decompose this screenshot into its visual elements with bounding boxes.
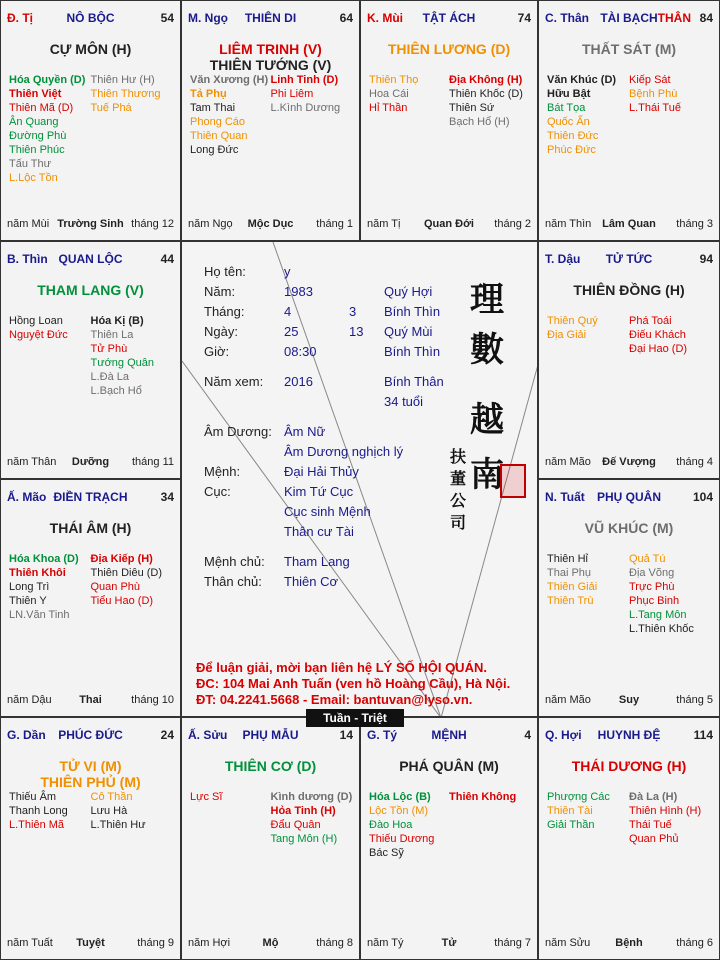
main-stars [361, 758, 537, 774]
palace-header [545, 728, 713, 744]
minor-star: Địa Giải [547, 329, 587, 341]
contact-line-intro: Để luận giải, mời bạn liên hệ LÝ SỐ HỘI QUÁN. [196, 660, 487, 675]
minor-star: Thiên Phúc [9, 144, 65, 156]
minor-star: Phúc Đức [547, 144, 596, 156]
minor-stars-right [271, 73, 348, 115]
minor-star: L.Kình Dương [270, 102, 341, 114]
year-label: Năm: [204, 284, 236, 299]
minor-star: Thiên Khốc (D) [449, 88, 523, 100]
minor-star: Văn Khúc (D) [547, 74, 617, 86]
palace-year: năm Thìn [545, 218, 592, 230]
minor-star: Thiên Y [9, 595, 47, 607]
minor-star: Thiên Tài [547, 805, 593, 817]
minor-star: Thanh Long [9, 805, 68, 817]
palace-name: TỬ TỨC [605, 252, 653, 266]
minor-star: Phi Liêm [270, 88, 314, 100]
palace-month: tháng 9 [137, 937, 174, 949]
palace-month: tháng 6 [676, 937, 713, 949]
palace-than[interactable] [538, 0, 720, 241]
than-marker: THÂN [657, 11, 691, 25]
minor-star: Lực Sĩ [190, 791, 223, 803]
palace-header [7, 252, 174, 268]
minor-star: Tấu Thư [9, 158, 52, 170]
month-can: Bính Thìn [384, 304, 441, 319]
palace-mao[interactable] [0, 479, 181, 717]
minor-star: L.Tang Môn [629, 609, 687, 621]
life-stage: Đế Vượng [602, 456, 656, 468]
minor-star: Thiên Sứ [449, 102, 495, 114]
minor-star: Tử Phù [90, 343, 128, 355]
palace-name: ĐIỀN TRẠCH [53, 490, 128, 504]
minor-star: Phục Binh [629, 595, 680, 607]
minor-star: Linh Tinh (D) [270, 74, 339, 86]
palace-footer [545, 937, 713, 951]
minor-star: Thiên Đức [547, 130, 599, 142]
minor-star: L.Thiên Khốc [629, 623, 694, 635]
palace-month: tháng 5 [676, 694, 713, 706]
minor-stars-right [91, 314, 169, 398]
palace-age-number: 84 [699, 11, 713, 25]
palace-dan[interactable] [0, 717, 181, 960]
palace-branch: G. Tý [367, 728, 398, 742]
palace-header [367, 11, 531, 27]
minor-star: Hỉ Thần [369, 102, 408, 114]
minor-star: Thiên Việt [9, 88, 62, 100]
palace-year: năm Dậu [7, 694, 52, 706]
minor-star: Lưu Hà [90, 805, 128, 817]
minor-star: Thai Phụ [547, 567, 592, 579]
palace-footer [545, 218, 713, 232]
main-stars [1, 520, 180, 536]
palace-name: MỆNH [431, 728, 467, 742]
minor-star: Tiểu Hao (D) [90, 595, 154, 607]
minor-star: Phượng Các [547, 791, 610, 803]
palace-name: TẬT ÁCH [422, 11, 476, 25]
palace-hoi[interactable] [538, 717, 720, 960]
minor-star: Tang Môn (H) [270, 833, 338, 845]
life-stage: Mộ [262, 937, 279, 949]
life-stage: Bệnh [615, 937, 643, 949]
main-stars [539, 282, 719, 298]
palace-suu[interactable] [181, 717, 360, 960]
palace-header [7, 728, 174, 744]
hour-value: 08:30 [284, 344, 317, 359]
minor-star: Địa Kiếp (H) [90, 553, 153, 565]
palace-footer [545, 694, 713, 708]
palace-header [188, 728, 353, 744]
minor-star: Đẩu Quân [270, 819, 321, 831]
main-star: THÁI DƯƠNG (H) [571, 758, 687, 774]
red-seal-stamp [500, 464, 526, 498]
contact-line-phone-email[interactable]: ĐT: 04.2241.5668 - Email: bantuvan@lyso.vn. [196, 692, 473, 707]
main-star: CỰ MÔN (H) [49, 41, 132, 57]
minor-star: Nguyệt Đức [9, 329, 68, 341]
calligraphy-small-4: 司 [450, 513, 467, 532]
minor-star: Thiên Hình (H) [629, 805, 702, 817]
palace-age-number: 14 [339, 728, 353, 742]
minor-star: Thiên Hỉ [547, 553, 588, 565]
contact-info [196, 660, 510, 708]
minor-stars-left [369, 73, 446, 115]
minor-star: Phong Cáo [190, 116, 246, 128]
life-stage: Quan Đới [424, 218, 474, 230]
day-lunar: 13 [349, 324, 364, 339]
minor-stars-left [369, 790, 446, 860]
palace-name: THIÊN DI [244, 11, 297, 25]
minor-star: Đào Hoa [369, 819, 413, 831]
palace-year: năm Ngọ [188, 218, 233, 230]
minor-star: Tuế Phá [90, 102, 132, 114]
minor-star: Hóa Khoa (D) [9, 553, 79, 565]
minor-star: LN.Văn Tinh [9, 609, 70, 621]
main-star: THAM LANG (V) [37, 282, 144, 298]
main-star: VŨ KHÚC (M) [584, 520, 674, 536]
than-position: Thân cư Tài [284, 524, 354, 539]
minor-star: Hỏa Tinh (H) [270, 805, 336, 817]
minor-stars-right [629, 73, 708, 115]
main-stars [1, 41, 180, 57]
minor-star: L.Thiên Hư [90, 819, 146, 831]
palace-name: PHỤ MẪU [242, 728, 299, 742]
minor-star: Đại Hao (D) [629, 343, 688, 355]
palace-branch: K. Mùi [367, 11, 403, 25]
minor-star: Hữu Bật [547, 88, 591, 100]
palace-name: PHỤ QUÂN [596, 490, 661, 504]
palace-age-number: 4 [524, 728, 531, 742]
palace-header [7, 490, 174, 506]
palace-name: PHÚC ĐỨC [58, 728, 123, 742]
minor-star: Tả Phụ [190, 88, 227, 100]
palace-month: tháng 10 [131, 694, 174, 706]
palace-branch: G. Dần [7, 728, 46, 742]
palace-branch: Q. Hợi [545, 728, 582, 742]
palace-age-number: 114 [693, 728, 713, 742]
minor-star: Thiên Không [449, 791, 517, 803]
than-chu-label: Thân chủ: [204, 574, 262, 589]
minor-star: Lộc Tồn (M) [369, 805, 429, 817]
palace-name: TÀI BẠCH [600, 11, 658, 25]
palace-month: tháng 4 [676, 456, 713, 468]
main-star: THÁI ÂM (H) [49, 520, 132, 536]
calligraphy-small-2: 董 [450, 469, 467, 488]
minor-star: Bệnh Phù [629, 88, 678, 100]
palace-footer [367, 218, 531, 232]
calligraphy-char-2: 數 [470, 330, 504, 370]
tuan-triet-label: Tuần - Triệt [306, 709, 404, 727]
minor-star: Quan Phù [90, 581, 141, 593]
calligraphy-char-4: 南 [470, 455, 504, 495]
view-year-can: Bính Thân [384, 374, 444, 389]
minor-star: Phá Toái [629, 315, 672, 327]
cuc-value: Kim Tứ Cục [284, 484, 354, 499]
month-value: 4 [284, 304, 292, 319]
day-can: Quý Mùi [384, 324, 433, 339]
life-stage: Tử [441, 937, 457, 949]
main-stars [539, 758, 719, 774]
minor-stars-right [629, 314, 708, 356]
palace-year: năm Mão [545, 694, 591, 706]
palace-branch: T. Dậu [545, 252, 581, 266]
minor-star: Đường Phù [9, 130, 67, 142]
minor-star: Bác Sỹ [369, 847, 404, 859]
palace-age-number: 44 [160, 252, 174, 266]
palace-branch: Ấ. Sửu [188, 728, 228, 742]
life-stage: Tuyệt [76, 937, 105, 949]
minor-star: Giải Thần [547, 819, 595, 831]
hour-label: Giờ: [204, 344, 230, 359]
minor-star: Thiên Hư (H) [90, 74, 155, 86]
minor-star: Thiên Trù [547, 595, 594, 607]
minor-stars-right [629, 790, 708, 846]
minor-star: Thiếu Âm [9, 791, 57, 803]
palace-year: năm Mùi [7, 218, 50, 230]
palace-name: QUAN LỘC [58, 252, 123, 266]
palace-footer [7, 456, 174, 470]
palace-name: NÔ BỘC [66, 11, 115, 25]
minor-star: Thiên La [90, 329, 134, 341]
palace-thin[interactable] [0, 241, 181, 479]
center-info-panel [181, 241, 538, 717]
minor-star: Thiên Quý [547, 315, 598, 327]
minor-star: Hóa Quyền (D) [9, 74, 86, 86]
minor-stars-right [91, 552, 169, 608]
age-value: 34 tuổi [384, 394, 424, 409]
main-stars [539, 41, 719, 57]
palace-ti[interactable] [0, 0, 181, 241]
calligraphy-small-1: 扶 [450, 447, 467, 466]
minor-star: Long Đức [190, 144, 239, 156]
minor-stars-left [547, 73, 626, 157]
palace-header [7, 11, 174, 27]
view-year-label: Năm xem: [204, 374, 264, 389]
cuc-label: Cục: [204, 484, 231, 499]
main-stars [182, 41, 359, 73]
palace-header [545, 490, 713, 506]
menh-label: Mệnh: [204, 464, 241, 479]
calligraphy-char-1: 理 [470, 280, 504, 320]
palace-age-number: 34 [160, 490, 174, 504]
life-stage: Thai [79, 694, 102, 706]
than-chu-value: Thiên Cơ [284, 574, 339, 589]
minor-stars-left [9, 790, 87, 832]
menh-chu-label: Mệnh chủ: [204, 554, 265, 569]
calligraphy-small-3: 公 [450, 491, 467, 510]
minor-star: Quả Tú [629, 553, 666, 565]
name-value: y [284, 264, 291, 279]
main-star: THẤT SÁT (M) [581, 41, 677, 57]
palace-footer [188, 218, 353, 232]
palace-footer [7, 937, 174, 951]
view-year-value: 2016 [284, 374, 313, 389]
main-star: TỬ VI (M) [59, 758, 122, 774]
amduong-value: Âm Nữ [284, 424, 326, 439]
palace-branch: C. Thân [545, 11, 589, 25]
palace-age-number: 24 [160, 728, 174, 742]
life-stage: Lâm Quan [602, 218, 656, 230]
palace-age-number: 104 [692, 490, 713, 504]
main-star: THIÊN ĐỒNG (H) [573, 282, 685, 298]
day-value: 25 [284, 324, 299, 339]
palace-year: năm Sửu [545, 937, 591, 949]
palace-footer [367, 937, 531, 951]
palace-age-number: 94 [699, 252, 713, 266]
minor-star: Thiên Khôi [9, 567, 66, 579]
palace-branch: Ấ. Mão [7, 490, 47, 504]
minor-star: Bát Tọa [547, 102, 586, 114]
life-stage: Suy [618, 694, 640, 706]
name-label: Họ tên: [204, 264, 246, 279]
minor-star: Hóa Kị (B) [90, 315, 144, 327]
main-star: THIÊN CƠ (D) [224, 758, 317, 774]
minor-star: Thiên Diêu (D) [90, 567, 163, 579]
palace-ngo[interactable] [181, 0, 360, 241]
palace-branch: N. Tuất [545, 490, 585, 504]
palace-header [545, 252, 713, 268]
minor-star: Tướng Quân [90, 357, 154, 369]
minor-stars-left [190, 73, 267, 157]
minor-star: Địa Không (H) [449, 74, 523, 86]
palace-header [188, 11, 353, 27]
main-stars [182, 758, 359, 774]
day-label: Ngày: [204, 324, 238, 339]
menh-value: Đại Hải Thủy [284, 464, 359, 479]
life-stage: Dưỡng [71, 456, 110, 468]
minor-star: Hồng Loan [9, 315, 63, 327]
minor-star: Ân Quang [9, 116, 59, 128]
minor-star: Thiên Quan [190, 130, 248, 142]
hour-can: Bính Thìn [384, 344, 441, 359]
life-stage: Trường Sinh [57, 218, 124, 230]
main-star: LIÊM TRINH (V) [219, 41, 322, 57]
month-lunar: 3 [349, 304, 357, 319]
minor-stars-right [449, 73, 526, 129]
minor-star: L.Bạch Hổ [90, 385, 142, 397]
minor-star: Trực Phù [629, 581, 675, 593]
minor-star: Kình dương (D) [270, 791, 353, 803]
minor-star: Quan Phủ [629, 833, 679, 845]
palace-year: năm Hợi [188, 937, 231, 949]
palace-year: năm Thân [7, 456, 57, 468]
amduong-label: Âm Dương: [204, 424, 272, 439]
palace-age-number: 64 [339, 11, 353, 25]
palace-branch: B. Thìn [7, 252, 48, 266]
minor-star: Long Trì [9, 581, 50, 593]
palace-year: năm Tị [367, 218, 401, 230]
palace-header [367, 728, 531, 744]
minor-stars-left [9, 314, 87, 342]
palace-header [545, 11, 713, 27]
minor-stars-right [91, 790, 169, 832]
palace-month: tháng 3 [676, 218, 713, 230]
minor-stars-right [270, 790, 353, 846]
main-star: THIÊN LƯƠNG (D) [387, 41, 511, 57]
palace-ty[interactable] [360, 717, 538, 960]
palace-year: năm Mão [545, 456, 591, 468]
palace-branch: Đ. Tị [7, 11, 33, 25]
amduong-relation: Âm Dương nghịch lý [284, 444, 404, 459]
palace-mui[interactable] [360, 0, 538, 241]
minor-stars-left [547, 790, 626, 832]
year-can: Quý Hợi [384, 284, 433, 299]
minor-star: Thái Tuế [629, 819, 672, 831]
minor-star: Cô Thần [90, 791, 133, 803]
minor-star: Quốc Ấn [547, 116, 590, 128]
minor-stars-left [547, 552, 626, 608]
minor-star: Thiên Giải [547, 581, 598, 593]
minor-star: Hoa Cái [369, 88, 409, 100]
main-star: THIÊN PHỦ (M) [40, 774, 141, 790]
minor-stars-right [91, 73, 169, 115]
minor-stars-left [190, 790, 267, 804]
minor-star: Hóa Lộc (B) [369, 791, 431, 803]
palace-year: năm Tuất [7, 937, 53, 949]
palace-month: tháng 8 [316, 937, 353, 949]
main-stars [1, 758, 180, 790]
palace-footer [7, 694, 174, 708]
palace-tuat[interactable] [538, 479, 720, 717]
minor-star: Bạch Hổ (H) [449, 116, 510, 128]
palace-month: tháng 2 [494, 218, 531, 230]
minor-star: Thiên Thương [90, 88, 161, 100]
palace-branch: M. Ngọ [188, 11, 228, 25]
minor-stars-left [547, 314, 626, 342]
main-stars [1, 282, 180, 298]
cuc-relation: Cục sinh Mệnh [284, 504, 371, 519]
palace-month: tháng 7 [494, 937, 531, 949]
palace-footer [7, 218, 174, 232]
minor-star: Thiên Mã (D) [9, 102, 74, 114]
minor-stars-right [629, 552, 708, 636]
minor-star: Tam Thai [190, 102, 236, 114]
menh-chu-value: Tham Lang [284, 554, 350, 569]
minor-stars-left [9, 73, 87, 185]
palace-year: năm Tý [367, 937, 404, 949]
palace-name: HUYNH ĐỆ [597, 728, 661, 742]
minor-star: L.Thiên Mã [9, 819, 65, 831]
minor-star: L.Đà La [90, 371, 130, 383]
minor-star: Thiếu Dương [369, 833, 435, 845]
palace-footer [545, 456, 713, 470]
minor-star: Điếu Khách [629, 329, 686, 341]
contact-line-address: ĐC: 104 Mai Anh Tuấn (ven hồ Hoàng Cầu), Hà Nội. [196, 676, 511, 691]
palace-month: tháng 1 [316, 218, 353, 230]
year-value: 1983 [284, 284, 313, 299]
palace-month: tháng 11 [131, 456, 174, 468]
minor-star: Thiên Thọ [369, 74, 419, 86]
minor-stars-left [9, 552, 87, 622]
main-stars [361, 41, 537, 57]
minor-stars-right [449, 790, 526, 804]
minor-star: L.Lộc Tồn [9, 172, 58, 184]
palace-age-number: 54 [160, 11, 174, 25]
main-stars [539, 520, 719, 536]
minor-star: Kiếp Sát [629, 74, 671, 86]
minor-star: Đà La (H) [629, 791, 678, 803]
life-stage: Mộc Dục [247, 218, 294, 230]
palace-dau[interactable] [538, 241, 720, 479]
minor-star: Văn Xương (H) [190, 74, 269, 86]
minor-star: Địa Võng [629, 567, 675, 579]
minor-star: L.Thái Tuế [629, 102, 681, 114]
calligraphy-char-3: 越 [470, 400, 504, 440]
main-star: THIÊN TƯỚNG (V) [209, 57, 332, 73]
palace-month: tháng 12 [131, 218, 174, 230]
palace-age-number: 74 [517, 11, 531, 25]
main-star: PHÁ QUÂN (M) [399, 758, 499, 774]
palace-footer [188, 937, 353, 951]
month-label: Tháng: [204, 304, 245, 319]
